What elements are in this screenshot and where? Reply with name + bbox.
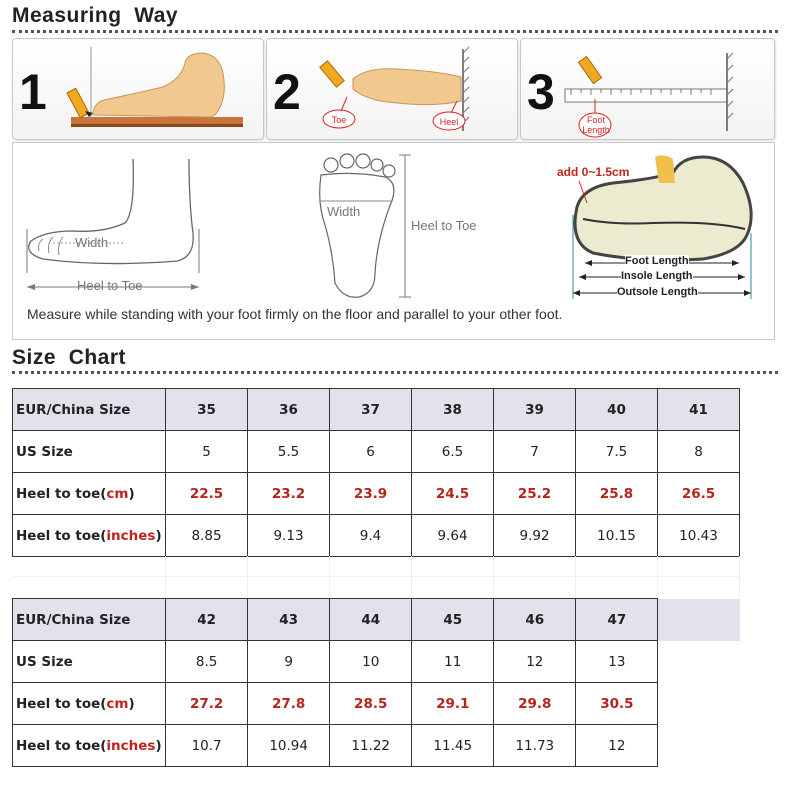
outsole-length-label: Outsole Length [617, 286, 698, 298]
step-1-foot-illustration [13, 39, 263, 139]
inches-cell: 11.73 [494, 725, 576, 767]
sole-width-label: Width [327, 204, 361, 219]
cm-cell: 23.9 [330, 473, 412, 515]
row-label-eur: EUR/China Size [13, 599, 166, 641]
empty-cell [658, 641, 740, 683]
inches-cell: 11.22 [330, 725, 412, 767]
cm-cell: 29.8 [494, 683, 576, 725]
eur-cell: 46 [494, 599, 576, 641]
table-row-inches [13, 515, 740, 557]
eur-cell: 45 [412, 599, 494, 641]
measure-instruction: Measure while standing with your foot firmly on the floor and parallel to your other foot. [27, 306, 563, 322]
us-cell: 5 [166, 431, 248, 473]
table-row-cm [13, 473, 740, 515]
step-1-number: 1 [19, 64, 47, 120]
inches-cell: 9.13 [248, 515, 330, 557]
table-row-us [13, 641, 741, 683]
eur-cell: 42 [166, 599, 248, 641]
foot-length-label: Foot Length [625, 255, 689, 267]
table-row-eur [13, 389, 740, 431]
empty-cell [658, 683, 740, 725]
eur-cell: 44 [330, 599, 412, 641]
us-cell: 13 [576, 641, 658, 683]
size-chart-title: Size Chart [12, 346, 127, 369]
measuring-way-title: Measuring Way [12, 4, 179, 27]
inches-cell: 10.43 [658, 515, 740, 557]
inches-cell: 9.92 [494, 515, 576, 557]
table-row-us [13, 431, 740, 473]
eur-cell: 35 [166, 389, 248, 431]
inches-cell: 9.64 [412, 515, 494, 557]
size-table-1 [12, 388, 740, 557]
table-gap [12, 556, 739, 597]
toe-label: Toe [331, 115, 347, 125]
table-row-inches [13, 725, 741, 767]
cm-cell: 30.5 [576, 683, 658, 725]
eur-cell: 36 [248, 389, 330, 431]
size-chart-divider [12, 368, 778, 374]
cm-cell: 27.2 [166, 683, 248, 725]
row-label-inches: Heel to toe(inches) [13, 725, 166, 767]
step-3-number: 3 [527, 64, 555, 120]
eur-cell: 39 [494, 389, 576, 431]
empty-cell [658, 725, 740, 767]
us-cell: 6.5 [412, 431, 494, 473]
us-cell: 8.5 [166, 641, 248, 683]
measuring-way-divider [12, 27, 778, 33]
step-2-panel [266, 38, 518, 140]
row-label-eur: EUR/China Size [13, 389, 166, 431]
cm-cell: 24.5 [412, 473, 494, 515]
step-2-number: 2 [273, 64, 301, 120]
insole-length-label: Insole Length [621, 270, 693, 282]
eur-cell: 40 [576, 389, 658, 431]
foot-label: Foot [586, 115, 605, 125]
eur-cell: 37 [330, 389, 412, 431]
cm-cell: 26.5 [658, 473, 740, 515]
inches-cell: 10.7 [166, 725, 248, 767]
us-cell: 11 [412, 641, 494, 683]
us-cell: 8 [658, 431, 740, 473]
add-allowance-label: add 0~1.5cm [557, 165, 630, 179]
step-3-panel [520, 38, 775, 140]
step-2-foot-illustration [267, 39, 517, 139]
us-cell: 6 [330, 431, 412, 473]
side-width-label: Width [75, 235, 109, 250]
eur-cell: 47 [576, 599, 658, 641]
us-cell: 5.5 [248, 431, 330, 473]
inches-cell: 11.45 [412, 725, 494, 767]
inches-cell: 9.4 [330, 515, 412, 557]
us-cell: 12 [494, 641, 576, 683]
cm-cell: 28.5 [330, 683, 412, 725]
table-row-cm [13, 683, 741, 725]
cm-cell: 25.2 [494, 473, 576, 515]
inches-cell: 8.85 [166, 515, 248, 557]
foot-diagrams-panel [12, 142, 775, 340]
row-label-us: US Size [13, 641, 166, 683]
row-label-cm: Heel to toe(cm) [13, 683, 166, 725]
length-label: Length [582, 125, 610, 135]
inches-cell: 12 [576, 725, 658, 767]
side-heel-to-toe-label: Heel to Toe [77, 278, 143, 293]
row-label-us: US Size [13, 431, 166, 473]
cm-cell: 22.5 [166, 473, 248, 515]
us-cell: 7 [494, 431, 576, 473]
step-1-panel [12, 38, 264, 140]
eur-cell: 41 [658, 389, 740, 431]
us-cell: 10 [330, 641, 412, 683]
inches-cell: 10.94 [248, 725, 330, 767]
heel-label: Heel [439, 117, 459, 127]
row-label-inches: Heel to toe(inches) [13, 515, 166, 557]
sole-heel-to-toe-label: Heel to Toe [411, 218, 477, 233]
eur-cell: 38 [412, 389, 494, 431]
empty-cell [658, 599, 740, 641]
cm-cell: 27.8 [248, 683, 330, 725]
us-cell: 9 [248, 641, 330, 683]
inches-cell: 10.15 [576, 515, 658, 557]
row-label-cm: Heel to toe(cm) [13, 473, 166, 515]
us-cell: 7.5 [576, 431, 658, 473]
eur-cell: 43 [248, 599, 330, 641]
table-row-eur [13, 599, 741, 641]
cm-cell: 23.2 [248, 473, 330, 515]
size-table-2 [12, 598, 740, 767]
cm-cell: 29.1 [412, 683, 494, 725]
cm-cell: 25.8 [576, 473, 658, 515]
step-3-ruler-illustration [521, 39, 774, 139]
